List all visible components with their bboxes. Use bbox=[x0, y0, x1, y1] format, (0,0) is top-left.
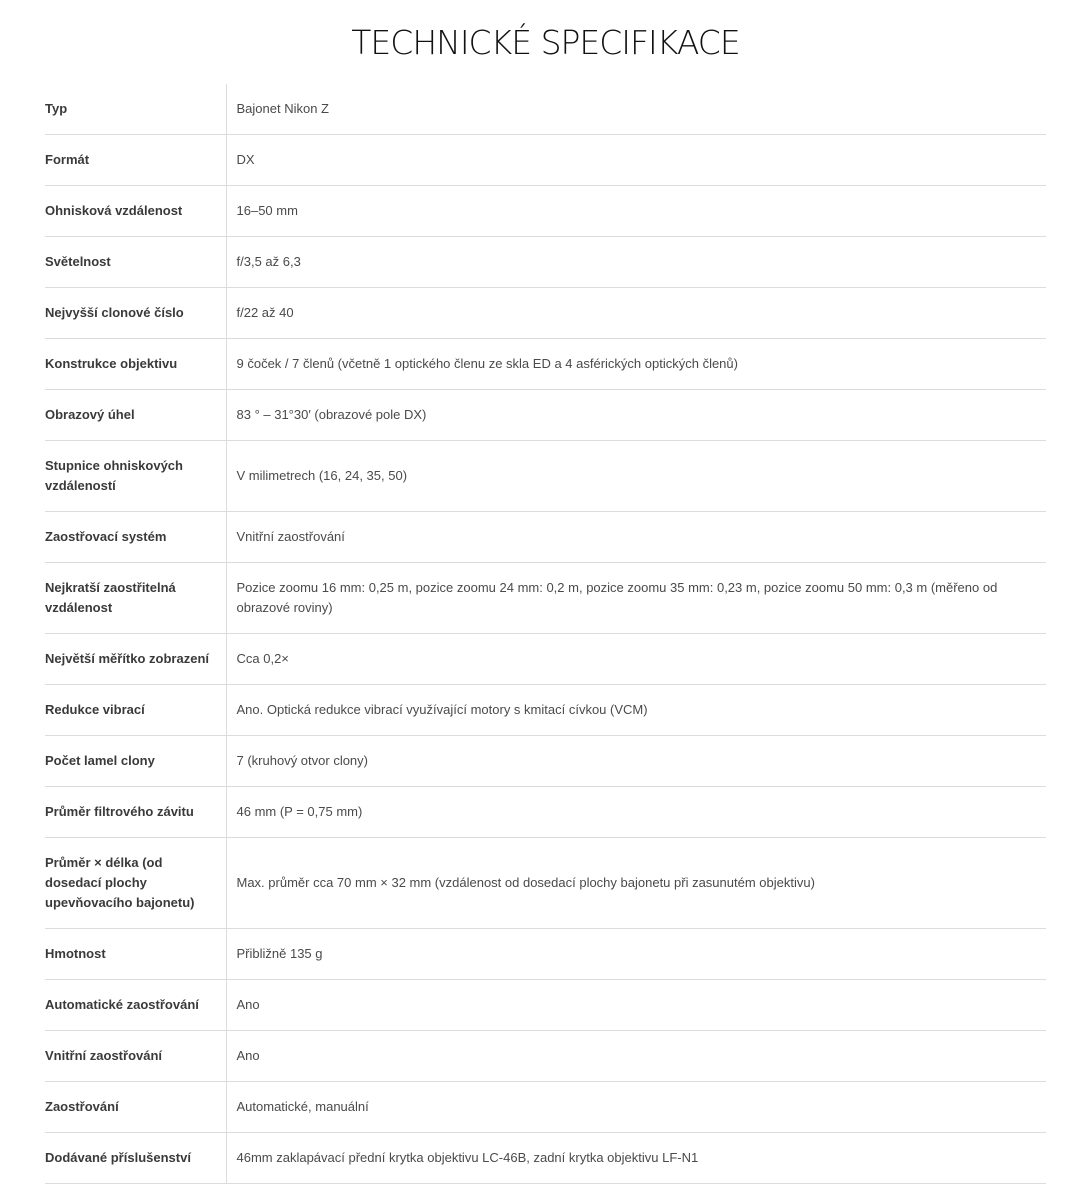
spec-label: Vnitřní zaostřování bbox=[45, 1031, 226, 1082]
spec-row-aperture bbox=[45, 237, 1046, 288]
spec-row-typ bbox=[45, 84, 1046, 135]
spec-value: 83 ° – 31°30′ (obrazové pole DX) bbox=[226, 390, 1046, 441]
spec-value: 46 mm (P = 0,75 mm) bbox=[226, 787, 1046, 838]
spec-row-weight bbox=[45, 929, 1046, 980]
spec-value: f/22 až 40 bbox=[226, 288, 1046, 339]
spec-label: Zaostřovací systém bbox=[45, 512, 226, 563]
spec-label: Ohnisková vzdálenost bbox=[45, 186, 226, 237]
spec-row-autofocus bbox=[45, 980, 1046, 1031]
spec-value: DX bbox=[226, 135, 1046, 186]
spec-row-lens-construction bbox=[45, 339, 1046, 390]
spec-value: 9 čoček / 7 členů (včetně 1 optického členu ze skla ED a 4 asférických optických členů) bbox=[226, 339, 1046, 390]
spec-label: Redukce vibrací bbox=[45, 685, 226, 736]
spec-label: Konstrukce objektivu bbox=[45, 339, 226, 390]
spec-value: Cca 0,2× bbox=[226, 634, 1046, 685]
spec-row-dimensions bbox=[45, 838, 1046, 929]
spec-value: 46mm zaklapávací přední krytka objektivu LC-46B, zadní krytka objektivu LF-N1 bbox=[226, 1133, 1046, 1184]
spec-value: Vnitřní zaostřování bbox=[226, 512, 1046, 563]
spec-value: Ano. Optická redukce vibrací využívající motory s kmitací cívkou (VCM) bbox=[226, 685, 1046, 736]
spec-value: Automatické, manuální bbox=[226, 1082, 1046, 1133]
spec-value: Max. průměr cca 70 mm × 32 mm (vzdálenost od dosedací plochy bajonetu při zasunutém objektivu) bbox=[226, 838, 1046, 929]
spec-value: 16–50 mm bbox=[226, 186, 1046, 237]
spec-value: 7 (kruhový otvor clony) bbox=[226, 736, 1046, 787]
spec-value: V milimetrech (16, 24, 35, 50) bbox=[226, 441, 1046, 512]
spec-row-focal-length bbox=[45, 186, 1046, 237]
spec-table bbox=[45, 84, 1046, 1184]
spec-value: Přibližně 135 g bbox=[226, 929, 1046, 980]
spec-row-internal-focus bbox=[45, 1031, 1046, 1082]
spec-label: Zaostřování bbox=[45, 1082, 226, 1133]
spec-label: Nejkratší zaostřitelná vzdálenost bbox=[45, 563, 226, 634]
spec-row-diaphragm-blades bbox=[45, 736, 1046, 787]
spec-value: Pozice zoomu 16 mm: 0,25 m, pozice zoomu 24 mm: 0,2 m, pozice zoomu 35 mm: 0,23 m, pozice zoomu 50 mm: 0,3 m (měřeno od obrazové roviny) bbox=[226, 563, 1046, 634]
spec-value: Bajonet Nikon Z bbox=[226, 84, 1046, 135]
spec-label: Automatické zaostřování bbox=[45, 980, 226, 1031]
spec-value: Ano bbox=[226, 1031, 1046, 1082]
spec-label: Průměr × délka (od dosedací plochy upevňovacího bajonetu) bbox=[45, 838, 226, 929]
spec-label: Nejvyšší clonové číslo bbox=[45, 288, 226, 339]
spec-row-focus-mode bbox=[45, 1082, 1046, 1133]
spec-row-format bbox=[45, 135, 1046, 186]
spec-label: Obrazový úhel bbox=[45, 390, 226, 441]
spec-row-focus-system bbox=[45, 512, 1046, 563]
spec-label: Hmotnost bbox=[45, 929, 226, 980]
page-title: TECHNICKÉ SPECIFIKACE bbox=[351, 23, 740, 62]
spec-row-focal-scale bbox=[45, 441, 1046, 512]
spec-value: Ano bbox=[226, 980, 1046, 1031]
spec-label: Největší měřítko zobrazení bbox=[45, 634, 226, 685]
spec-label: Počet lamel clony bbox=[45, 736, 226, 787]
spec-row-min-focus-distance bbox=[45, 563, 1046, 634]
spec-label: Průměr filtrového závitu bbox=[45, 787, 226, 838]
spec-value: f/3,5 až 6,3 bbox=[226, 237, 1046, 288]
spec-row-accessories bbox=[45, 1133, 1046, 1184]
spec-row-vibration-reduction bbox=[45, 685, 1046, 736]
spec-label: Dodávané příslušenství bbox=[45, 1133, 226, 1184]
spec-label: Typ bbox=[45, 84, 226, 135]
spec-row-filter-size bbox=[45, 787, 1046, 838]
spec-row-max-reproduction bbox=[45, 634, 1046, 685]
spec-row-angle-of-view bbox=[45, 390, 1046, 441]
spec-row-min-aperture bbox=[45, 288, 1046, 339]
spec-label: Světelnost bbox=[45, 237, 226, 288]
spec-label: Stupnice ohniskových vzdáleností bbox=[45, 441, 226, 512]
spec-label: Formát bbox=[45, 135, 226, 186]
